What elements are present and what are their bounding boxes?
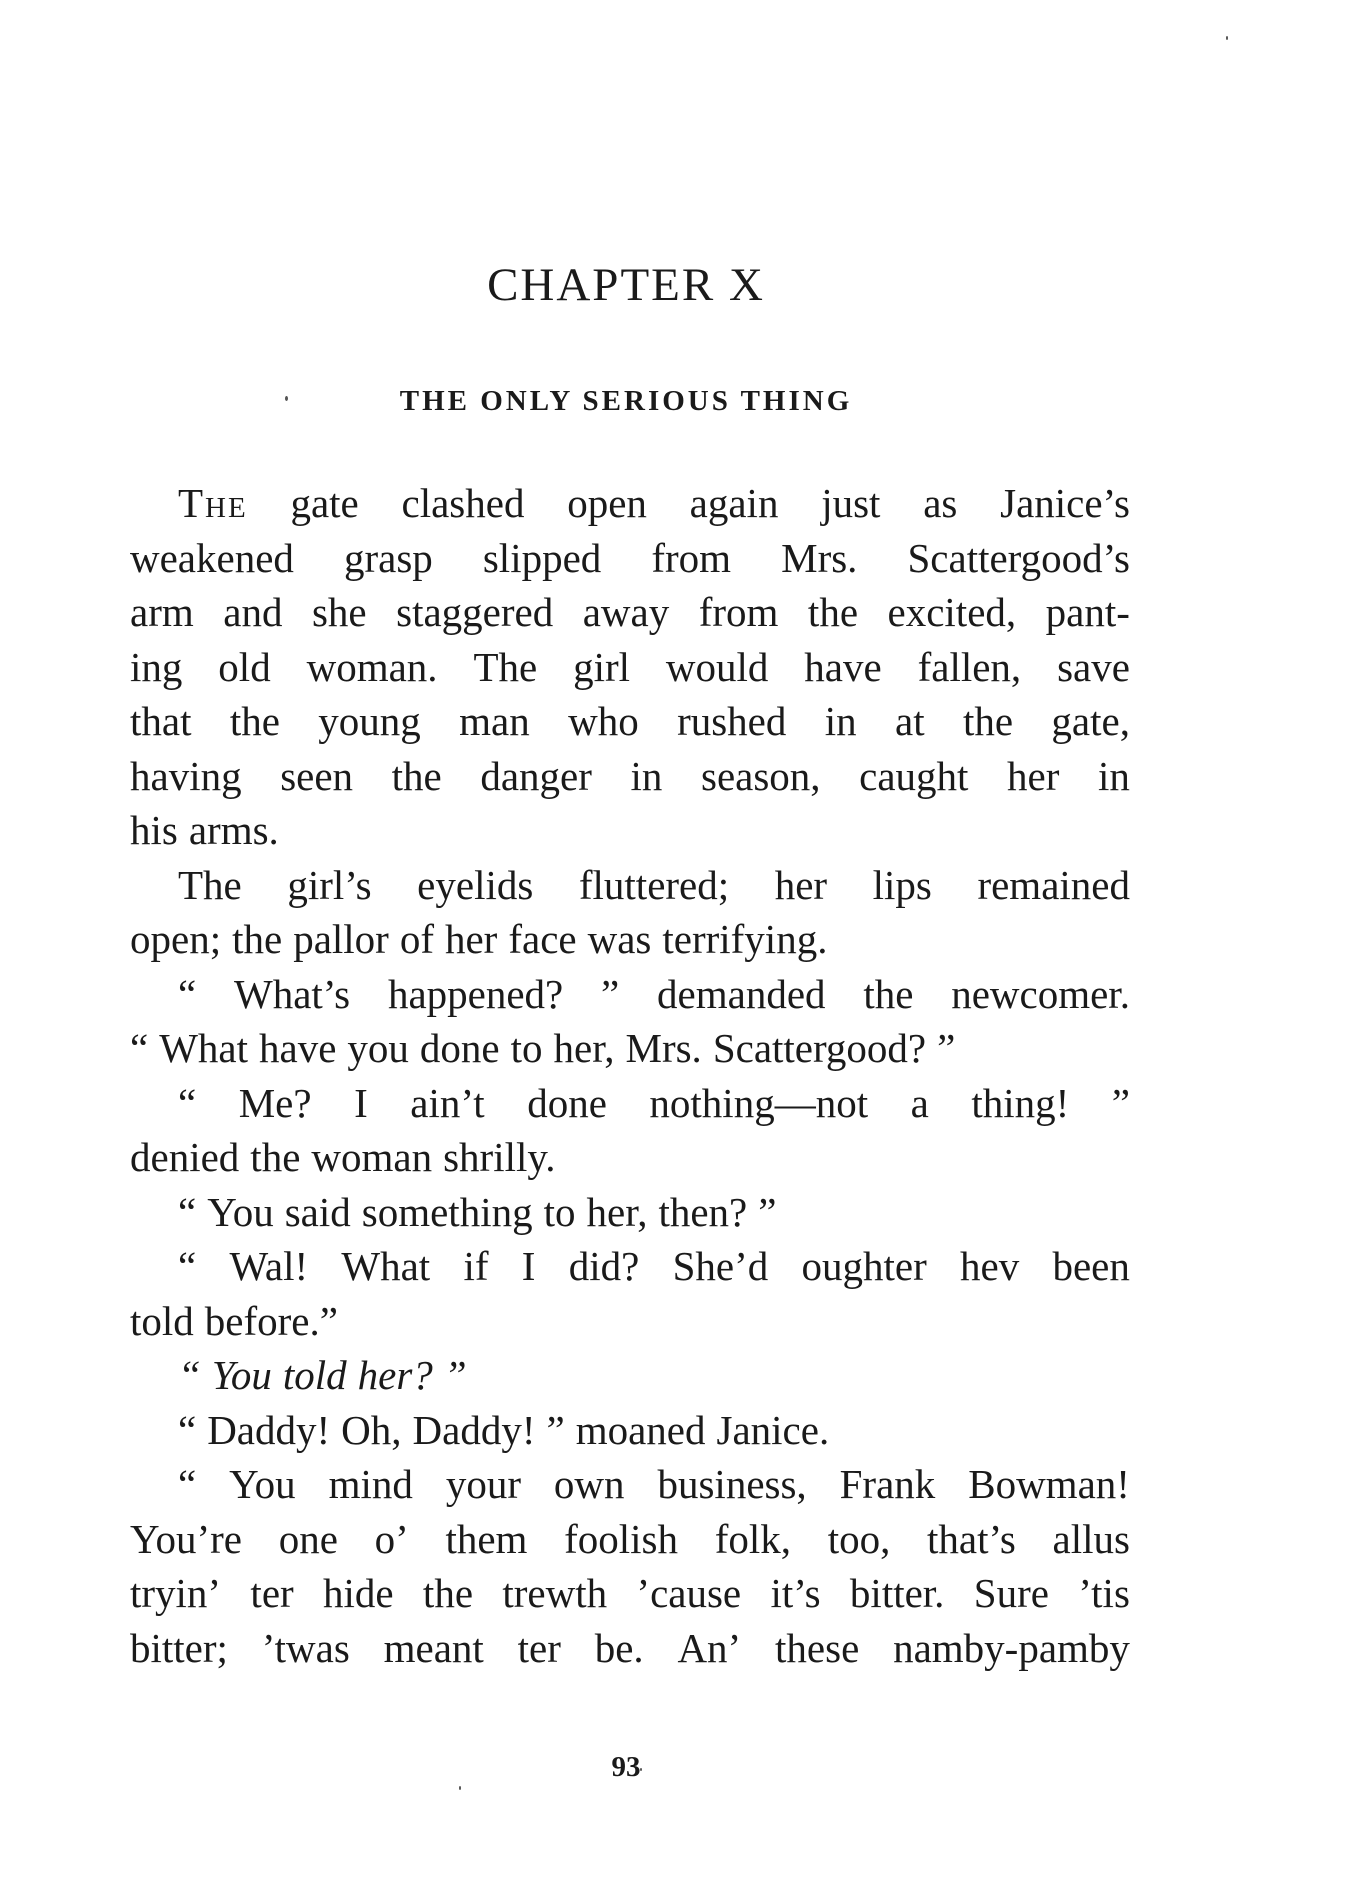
word: ’cause xyxy=(636,1570,742,1616)
word: she xyxy=(311,589,367,635)
word: gate xyxy=(290,480,359,526)
word: caught xyxy=(859,752,969,799)
word: her? xyxy=(357,1352,433,1398)
word: told xyxy=(130,1297,194,1344)
word: the xyxy=(232,916,283,962)
word: again xyxy=(689,480,779,526)
word: fluttered; xyxy=(578,861,730,908)
scan-speck xyxy=(285,396,288,401)
word: woman. xyxy=(306,643,438,690)
word: terrifying. xyxy=(662,916,828,962)
word: allus xyxy=(1052,1515,1130,1562)
text-line xyxy=(130,858,1130,913)
word: something xyxy=(361,1188,533,1235)
text-line xyxy=(130,1512,1130,1567)
word: and xyxy=(223,589,283,635)
text-line xyxy=(130,1294,1130,1349)
text-line xyxy=(130,803,1130,858)
word: the xyxy=(391,752,442,799)
word: ter xyxy=(517,1624,561,1671)
word: his xyxy=(130,807,178,853)
word: the xyxy=(863,970,914,1017)
text-line xyxy=(130,1566,1130,1621)
word: her xyxy=(774,861,828,908)
word: “ xyxy=(178,1079,197,1126)
text-line xyxy=(130,1185,1130,1240)
text-line xyxy=(130,1239,1130,1294)
word: said xyxy=(284,1188,351,1235)
word: ” xyxy=(601,970,620,1017)
word: denied xyxy=(130,1134,240,1180)
word: one xyxy=(278,1515,338,1562)
word: slipped xyxy=(482,534,602,581)
word: mind xyxy=(328,1461,413,1507)
word: done xyxy=(527,1079,607,1126)
word: eyelids xyxy=(417,861,534,908)
word: Me? xyxy=(238,1079,312,1126)
word: girl xyxy=(573,643,631,690)
word: Scattergood’s xyxy=(907,534,1130,581)
word: thing! xyxy=(971,1079,1070,1126)
word: the xyxy=(250,1134,301,1180)
word: I xyxy=(354,1079,368,1126)
text-line xyxy=(130,749,1130,804)
word: nothing—not xyxy=(649,1079,869,1126)
word: these xyxy=(775,1624,860,1671)
word: have xyxy=(804,643,882,690)
word: excited, xyxy=(887,589,1017,635)
word: ing xyxy=(130,643,183,690)
word: would xyxy=(665,643,769,690)
word: ” xyxy=(937,1025,956,1071)
word: namby-pamby xyxy=(893,1624,1130,1671)
word: the xyxy=(962,698,1014,744)
word: Oh, xyxy=(341,1406,402,1453)
word: her, xyxy=(553,1025,615,1071)
chapter-title: CHAPTER X xyxy=(487,259,765,311)
word: ain’t xyxy=(410,1079,485,1126)
word: hev xyxy=(960,1243,1020,1289)
word: of xyxy=(399,916,434,962)
word: danger xyxy=(480,752,592,799)
word: grasp xyxy=(343,534,433,581)
word: “ xyxy=(178,1352,201,1398)
word: You’re xyxy=(130,1515,243,1562)
word: girl’s xyxy=(287,861,372,908)
text-line xyxy=(130,531,1130,586)
word: “ xyxy=(130,1025,149,1071)
word: moaned xyxy=(575,1406,706,1453)
word: “ xyxy=(178,1188,197,1235)
word: young xyxy=(318,698,421,744)
text-line xyxy=(130,1076,1130,1131)
word: it’s xyxy=(770,1570,821,1616)
word: save xyxy=(1057,643,1130,690)
text-line xyxy=(130,1348,1130,1403)
word: Janice. xyxy=(716,1406,830,1453)
word: I xyxy=(521,1243,536,1289)
word: from xyxy=(698,589,779,635)
word: happened? xyxy=(387,970,564,1017)
word: oughter xyxy=(801,1243,927,1289)
word: ’tis xyxy=(1078,1570,1130,1616)
word: did? xyxy=(568,1243,640,1289)
word: woman xyxy=(311,1134,433,1180)
scan-speck xyxy=(459,1786,461,1790)
word: folk, xyxy=(714,1515,791,1562)
word: foolish xyxy=(564,1515,679,1562)
chapter-subtitle: THE ONLY SERIOUS THING xyxy=(399,385,853,417)
word: season, xyxy=(700,752,821,799)
word: then? xyxy=(658,1188,748,1235)
word: seen xyxy=(280,752,354,799)
word: having xyxy=(130,752,242,799)
word: o’ xyxy=(374,1515,409,1562)
word: shrilly. xyxy=(443,1134,556,1180)
word: told xyxy=(282,1352,347,1398)
word: face xyxy=(508,916,577,962)
word: open xyxy=(567,480,647,526)
word: who xyxy=(568,698,639,744)
word: before.” xyxy=(204,1297,338,1344)
word: The xyxy=(473,643,538,690)
word: her xyxy=(444,916,498,962)
word: in xyxy=(824,698,857,744)
word: away xyxy=(582,589,670,635)
word: weakened xyxy=(130,534,294,581)
word: Mrs. xyxy=(781,534,858,581)
word: done xyxy=(419,1025,500,1071)
word: open; xyxy=(130,916,222,962)
word: as xyxy=(923,480,958,526)
word: the xyxy=(807,589,859,635)
word: What xyxy=(341,1243,431,1289)
word: her xyxy=(1007,752,1060,799)
word: demanded xyxy=(657,970,826,1017)
word: own xyxy=(553,1461,625,1507)
word: man xyxy=(459,698,530,744)
word: What’s xyxy=(234,970,351,1017)
text-line xyxy=(130,1403,1130,1458)
drop-lead-word: The xyxy=(178,480,248,526)
word: just xyxy=(821,480,881,526)
word: to xyxy=(543,1188,576,1235)
word: bitter. xyxy=(849,1570,945,1616)
word: a xyxy=(910,1079,929,1126)
word: old xyxy=(218,643,271,690)
word: ” xyxy=(758,1188,777,1235)
word: you xyxy=(347,1025,409,1071)
word: that’s xyxy=(927,1515,1016,1562)
word: them xyxy=(445,1515,528,1562)
text-line xyxy=(130,967,1130,1022)
word: She’d xyxy=(672,1243,769,1289)
word: ’twas xyxy=(261,1624,350,1671)
word: hide xyxy=(323,1570,394,1616)
word: “ xyxy=(178,1406,197,1453)
word: business, xyxy=(657,1461,807,1507)
word: “ xyxy=(178,1243,197,1289)
word: tryin’ xyxy=(130,1570,222,1616)
word: your xyxy=(445,1461,521,1507)
text-line xyxy=(130,585,1130,640)
word: lips xyxy=(872,861,932,908)
word: gate, xyxy=(1051,698,1130,744)
word: What xyxy=(159,1025,248,1071)
text-line xyxy=(130,640,1130,695)
word: Wal! xyxy=(229,1243,309,1289)
word: ” xyxy=(546,1406,565,1453)
text-line xyxy=(130,694,1130,749)
word: rushed xyxy=(677,698,787,744)
word: Daddy! xyxy=(207,1406,331,1453)
word: ter xyxy=(250,1570,294,1616)
word: An’ xyxy=(677,1624,742,1671)
word: been xyxy=(1052,1243,1130,1289)
word: pallor xyxy=(293,916,389,962)
word: be. xyxy=(594,1624,644,1671)
word: staggered xyxy=(396,589,554,635)
text-line xyxy=(130,476,1130,531)
word: ” xyxy=(1111,1079,1130,1126)
word: The xyxy=(178,861,242,908)
word: from xyxy=(651,534,732,581)
scan-speck xyxy=(1226,36,1228,40)
word: You xyxy=(207,1188,274,1235)
word: the xyxy=(229,698,280,744)
word: to xyxy=(510,1025,543,1071)
word: bitter; xyxy=(130,1624,228,1671)
word: Sure xyxy=(973,1570,1049,1616)
word: Daddy! xyxy=(412,1406,536,1453)
word: if xyxy=(463,1243,489,1289)
word: remained xyxy=(977,861,1130,908)
word: in xyxy=(1097,752,1130,799)
word: the xyxy=(422,1570,474,1616)
word: at xyxy=(895,698,925,744)
word: trewth xyxy=(502,1570,608,1616)
word: Janice’s xyxy=(1000,480,1130,526)
word: You xyxy=(211,1352,272,1398)
word: arms. xyxy=(188,807,279,853)
word: Frank xyxy=(839,1461,936,1507)
word: “ xyxy=(178,1461,197,1507)
word: Mrs. xyxy=(625,1025,702,1071)
word: that xyxy=(130,698,192,744)
word: You xyxy=(229,1461,296,1507)
text-line xyxy=(130,1457,1130,1512)
word: arm xyxy=(130,589,194,635)
page-number: 93 xyxy=(611,1751,641,1783)
word: pant- xyxy=(1045,589,1130,635)
word: Scattergood? xyxy=(712,1025,927,1071)
word: her, xyxy=(586,1188,648,1235)
word: too, xyxy=(827,1515,891,1562)
word: in xyxy=(630,752,663,799)
word: newcomer. xyxy=(951,970,1130,1017)
word: clashed xyxy=(401,480,525,526)
text-line xyxy=(130,1621,1130,1676)
text-line xyxy=(130,1130,1130,1185)
word: was xyxy=(587,916,652,962)
word: ” xyxy=(443,1352,467,1398)
word: have xyxy=(259,1025,337,1071)
word: meant xyxy=(383,1624,484,1671)
word: “ xyxy=(178,970,197,1017)
scan-speck xyxy=(640,1768,642,1771)
word: Bowman! xyxy=(968,1461,1130,1507)
text-line xyxy=(130,912,1130,967)
body-text xyxy=(130,476,1130,1675)
text-line xyxy=(130,1021,1130,1076)
word: fallen, xyxy=(917,643,1022,690)
